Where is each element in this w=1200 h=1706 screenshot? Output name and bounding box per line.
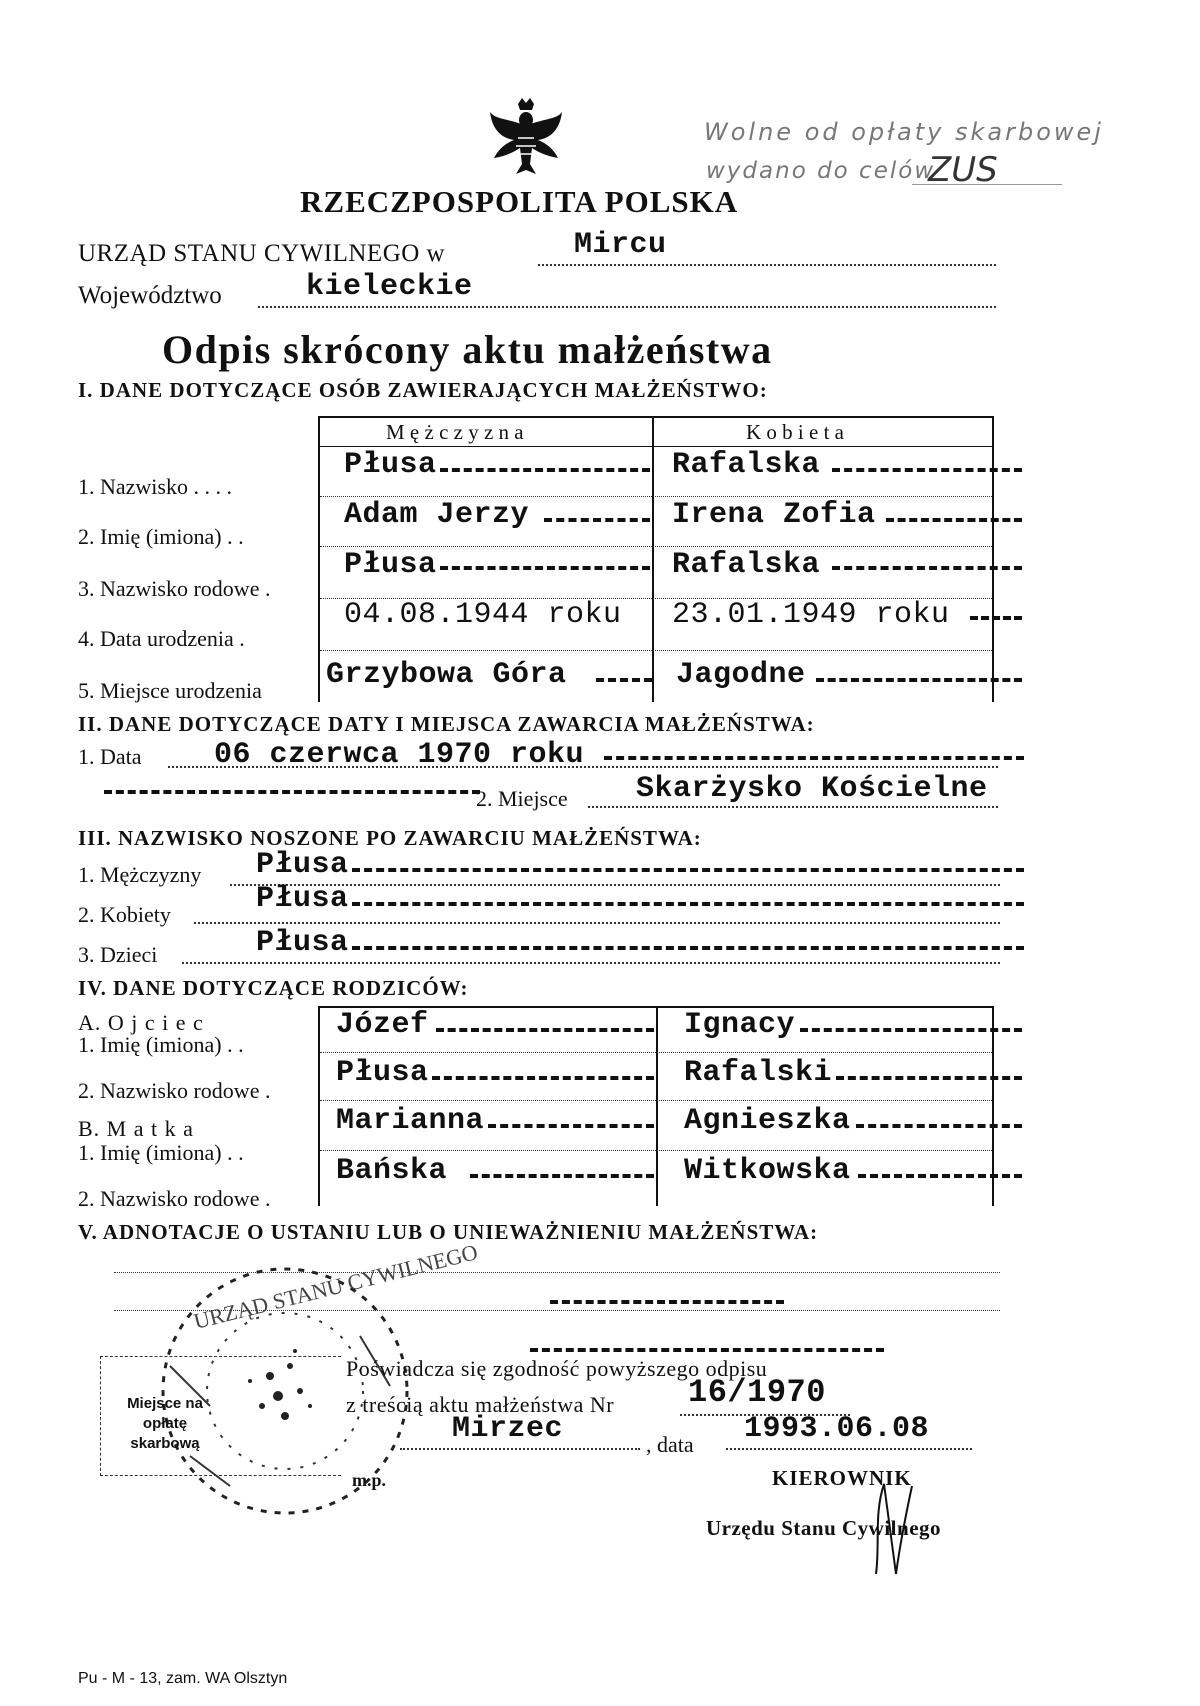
surname-children-dots [182, 962, 1000, 964]
fee-place-label: Miejsce na opłatę skarbową [127, 1395, 203, 1452]
mother-label: B. M a t k a [78, 1116, 194, 1141]
man-birth-place-fill [596, 678, 652, 682]
fee-exemption-stamp-line2: wydano do celów [706, 158, 936, 184]
wife-mother-name-fill [856, 1124, 1022, 1128]
surname-after-woman-value: Płusa [256, 882, 349, 916]
province-label: Województwo [78, 282, 222, 309]
column-header-man: M ę ż c z y z n a [386, 420, 524, 444]
husband-father-name-fill [436, 1028, 654, 1032]
certification-date-value: 1993.06.08 [744, 1412, 930, 1446]
woman-birth-place: Jagodne [676, 658, 806, 692]
woman-birth-place-fill [816, 678, 1022, 682]
table1-mid-border [652, 416, 654, 702]
certification-place-dots [400, 1448, 640, 1450]
wife-father-name: Ignacy [684, 1008, 796, 1042]
surname-children-value: Płusa [256, 926, 349, 960]
stamp-underline [912, 184, 1062, 185]
table4-left-border [318, 1006, 320, 1206]
signatory-title: KIEROWNIK [772, 1466, 912, 1490]
section5-heading: V. ADNOTACJE O USTANIU LUB O UNIEWAŻNIENIU MAŁŻEŃSTWA: [78, 1220, 819, 1244]
husband-mother-name-fill [488, 1124, 654, 1128]
office-dotted-line [538, 264, 996, 266]
wife-father-name-fill [800, 1028, 1022, 1032]
husband-mother-surname-fill [470, 1174, 654, 1178]
husband-father-surname: Płusa [336, 1056, 429, 1090]
seal-place-mp: m.p. [352, 1470, 387, 1490]
document-title: Odpis skrócony aktu małżeństwa [162, 327, 773, 372]
mother-given-names-label: 1. Imię (imiona) . . [78, 1140, 244, 1165]
woman-birth-date-fill [970, 616, 1022, 620]
row-label-birth-date: 4. Data urodzenia . [78, 626, 245, 651]
wife-mother-name: Agnieszka [684, 1104, 851, 1138]
certification-line2: z treścią aktu małżeństwa Nr [346, 1392, 615, 1417]
man-surname-fill [440, 468, 650, 472]
row-label-surname: 1. Nazwisko . . . . [78, 474, 232, 499]
certification-line1: Poświadcza się zgodność powyższego odpisu [346, 1356, 768, 1381]
woman-family-name-fill [832, 566, 1022, 570]
wife-mother-surname-fill [858, 1174, 1022, 1178]
row-label-given-names: 2. Imię (imiona) . . [78, 524, 244, 549]
seal-inscription: URZĄD STANU CYWILNEGO [191, 1239, 481, 1334]
eagle-emblem-icon [488, 98, 564, 180]
wife-mother-surname: Witkowska [684, 1154, 851, 1188]
father-label: A. O j c i e c [78, 1010, 204, 1035]
column-header-woman: K o b i e t a [746, 420, 844, 444]
country-name: RZECZPOSPOLITA POLSKA [300, 184, 739, 219]
surname-after-man-value: Płusa [256, 848, 349, 882]
man-birth-date: 04.08.1944 roku [344, 598, 622, 632]
surname-after-woman-fill [352, 902, 1024, 906]
marriage-place-label: 2. Miejsce [476, 786, 568, 811]
man-surname: Płusa [344, 448, 437, 482]
annotations-cross-out-2 [530, 1348, 884, 1352]
office-value: Mircu [574, 228, 667, 262]
signatory-office: Urzędu Stanu Cywilnego [706, 1516, 942, 1540]
signature-icon [866, 1474, 926, 1584]
marriage-date-label: 1. Data [78, 744, 142, 769]
certification-place-value: Mirzec [452, 1412, 564, 1446]
husband-mother-surname: Bańska [336, 1154, 448, 1188]
marriage-date-continuation [104, 790, 480, 794]
woman-family-name: Rafalska [672, 548, 821, 582]
table4-dots-1 [320, 1052, 992, 1053]
man-family-name-fill [440, 566, 650, 570]
fee-exemption-purpose: ZUS [928, 150, 998, 190]
table1-left-border [318, 416, 320, 702]
marriage-place-dots [588, 806, 998, 808]
mother-family-name-label: 2. Nazwisko rodowe . [78, 1186, 271, 1211]
surname-after-woman-dots [194, 922, 1000, 924]
province-dotted-line [258, 306, 996, 308]
fee-exemption-stamp-line1: Wolne od opłaty skarbowej [704, 118, 1104, 146]
row-dots-1 [320, 496, 992, 497]
office-label: URZĄD STANU CYWILNEGO w [78, 240, 446, 267]
section2-heading: II. DANE DOTYCZĄCE DATY I MIEJSCA ZAWARCIA MAŁŻEŃSTWA: [78, 712, 815, 736]
man-given-names: Adam Jerzy [344, 498, 530, 532]
wife-father-surname: Rafalski [684, 1056, 833, 1090]
province-value: kieleckie [306, 270, 473, 304]
surname-after-man-fill [352, 868, 1024, 872]
man-given-names-fill [544, 518, 650, 522]
section1-heading: I. DANE DOTYCZĄCE OSÓB ZAWIERAJĄCYCH MAŁŻEŃSTWO: [78, 378, 768, 402]
husband-mother-name: Marianna [336, 1104, 485, 1138]
section3-heading: III. NAZWISKO NOSZONE PO ZAWARCIU MAŁŻEŃSTWA: [78, 826, 702, 850]
father-family-name-label: 2. Nazwisko rodowe . [78, 1078, 271, 1103]
marriage-date-fill [604, 756, 1024, 760]
surname-after-woman-label: 2. Kobiety [78, 902, 171, 927]
woman-given-names-fill [886, 518, 1022, 522]
table4-mid-border [656, 1006, 658, 1206]
surname-after-man-label: 1. Mężczyzny [78, 862, 202, 887]
section4-heading: IV. DANE DOTYCZĄCE RODZICÓW: [78, 976, 469, 1000]
husband-father-name: Józef [336, 1008, 429, 1042]
wife-father-surname-fill [836, 1076, 1022, 1080]
woman-given-names: Irena Zofia [672, 498, 876, 532]
marriage-place-value: Skarżysko Kościelne [636, 772, 988, 806]
form-footer-code: Pu - M - 13, zam. WA Olsztyn [78, 1670, 288, 1687]
surname-children-label: 3. Dzieci [78, 942, 158, 967]
row-label-family-name: 3. Nazwisko rodowe . [78, 576, 271, 601]
table4-dots-3 [320, 1150, 992, 1151]
annotations-cross-out-1 [550, 1300, 784, 1304]
man-birth-place: Grzybowa Góra [326, 658, 567, 692]
woman-surname: Rafalska [672, 448, 821, 482]
table4-dots-2 [320, 1100, 992, 1101]
table1-right-border [992, 416, 994, 702]
certification-date-dots [726, 1448, 972, 1450]
row-dots-4 [320, 650, 992, 651]
surname-children-fill [352, 946, 1024, 950]
table1-top-border [318, 416, 994, 418]
father-given-names-label: 1. Imię (imiona) . . [78, 1032, 244, 1057]
row-label-birth-place: 5. Miejsce urodzenia [78, 678, 262, 703]
woman-surname-fill [832, 468, 1022, 472]
woman-birth-date: 23.01.1949 roku [672, 598, 950, 632]
husband-father-surname-fill [432, 1076, 654, 1080]
row-dots-2 [320, 546, 992, 547]
table1-header-underline [318, 446, 994, 447]
marriage-date-value: 06 czerwca 1970 roku [214, 738, 585, 772]
act-number-value: 16/1970 [688, 1374, 826, 1411]
certification-date-label: , data [646, 1432, 694, 1457]
man-family-name: Płusa [344, 548, 437, 582]
